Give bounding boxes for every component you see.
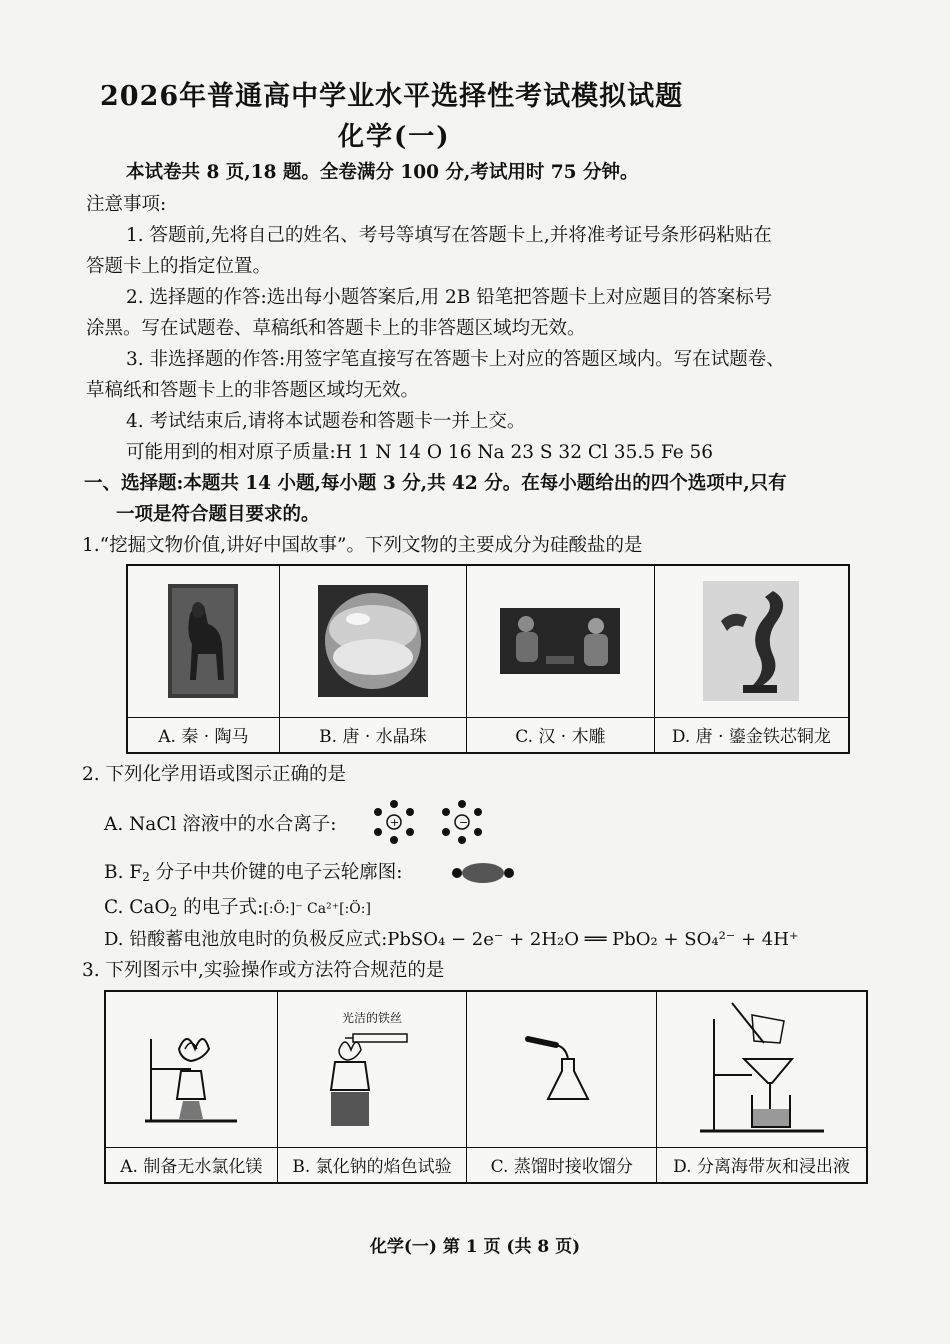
q1-option-c: C. 汉 · 木雕: [467, 717, 655, 753]
q2-option-d: D. 铅酸蓄电池放电时的负极反应式:PbSO₄ − 2e⁻ + 2H₂O ══ PbO₂ + SO₄²⁻ + 4H⁺: [104, 929, 799, 950]
q2-option-a: [104, 810, 337, 840]
q2-option-a-text: A. NaCl 溶液中的水合离子:: [104, 814, 337, 835]
note-1-line-2: 答题卡上的指定位置。: [86, 256, 272, 277]
q3-option-c: C. 蒸馏时接收馏分: [467, 1147, 657, 1183]
q2-option-b-text: 分子中共价键的电子云轮廓图:: [149, 862, 403, 883]
q3-options-table: [104, 990, 868, 1184]
q2-option-c-formula: [:Ö:]⁻ Ca²⁺[:Ö:]: [263, 901, 371, 917]
filtration-apparatus-icon: [692, 999, 832, 1139]
q1-option-d: D. 唐 · 鎏金铁芯铜龙: [654, 717, 849, 753]
svg-text:−: −: [459, 816, 469, 829]
q3-option-b: B. 氯化钠的焰色试验: [277, 1147, 467, 1183]
q1-image-d: [654, 565, 849, 717]
electron-cloud-icon: [450, 861, 516, 885]
q3-option-a: A. 制备无水氯化镁: [105, 1147, 277, 1183]
q3-image-a: [105, 991, 277, 1147]
q1-option-a: A. 秦 · 陶马: [127, 717, 279, 753]
q2-option-c: [104, 893, 371, 927]
q1-image-b: [279, 565, 466, 717]
q3-option-d: D. 分离海带灰和浸出液: [657, 1147, 867, 1183]
q1-options-table: [126, 564, 850, 754]
page-footer: 化学(一) 第 1 页 (共 8 页): [369, 1237, 581, 1257]
section-1-line-2: 一项是符合题目要求的。: [116, 504, 320, 525]
q2-option-c-text: 的电子式:: [177, 897, 264, 918]
heating-apparatus-icon: [131, 1009, 251, 1129]
q3-image-b: [277, 991, 467, 1147]
note-3-line-1: 3. 非选择题的作答:用签字笔直接写在答题卡上对应的答题区域内。写在试题卷、: [126, 349, 785, 370]
q3-stem: 3. 下列图示中,实验操作或方法符合规范的是: [82, 960, 445, 981]
q1-stem: 1.“挖掘文物价值,讲好中国故事”。下列文物的主要成分为硅酸盐的是: [82, 535, 643, 556]
q2-option-c-subscript: 2: [169, 905, 178, 919]
pottery-horse-icon: [168, 584, 238, 698]
note-2-line-2: 涂黑。写在试题卷、草稿纸和答题卡上的非答题区域均无效。: [86, 318, 586, 339]
note-4: 4. 考试结束后,请将本试题卷和答题卡一并上交。: [126, 411, 526, 432]
section-1-line-1: 一、选择题:本题共 14 小题,每小题 3 分,共 42 分。在每小题给出的四个选项中,只有: [84, 473, 787, 494]
q1-image-a: [127, 565, 279, 717]
q2-stem: 2. 下列化学用语或图示正确的是: [82, 764, 347, 785]
exam-subtitle: 化学(一): [338, 122, 451, 152]
flame-test-icon: [317, 1030, 427, 1130]
q3-image-d: [657, 991, 867, 1147]
crystal-bead-icon: [318, 585, 428, 697]
exam-title: 2026年普通高中学业水平选择性考试模拟试题: [100, 81, 684, 112]
q1-option-b: B. 唐 · 水晶珠: [279, 717, 466, 753]
q2-option-b-subscript: 2: [142, 870, 150, 884]
atomic-masses: 可能用到的相对原子质量:H 1 N 14 O 16 Na 23 S 32 Cl 35.5 Fe 56: [126, 442, 714, 463]
svg-text:+: +: [390, 816, 400, 829]
note-1-line-1: 1. 答题前,先将自己的姓名、考号等填写在答题卡上,并将准考证号条形码粘贴在: [126, 225, 772, 246]
q2-option-b-label: B. F: [104, 862, 143, 883]
q1-image-c: [467, 565, 655, 717]
q2-option-c-label: C. CaO: [104, 897, 170, 918]
distillate-receiver-icon: [522, 1029, 602, 1109]
note-2-line-1: 2. 选择题的作答:选出每小题答案后,用 2B 铅笔把答题卡上对应题目的答案标号: [126, 287, 773, 308]
q3-image-c: [467, 991, 657, 1147]
q3-wire-label: 光洁的铁丝: [342, 1010, 403, 1025]
exam-info: 本试卷共 8 页,18 题。全卷满分 100 分,考试用时 75 分钟。: [126, 162, 639, 183]
bronze-dragon-icon: [703, 581, 799, 701]
note-3-line-2: 草稿纸和答题卡上的非答题区域均无效。: [86, 380, 420, 401]
notes-heading: 注意事项:: [86, 194, 167, 215]
wood-carving-icon: [500, 608, 620, 674]
q2-option-b: [104, 858, 402, 892]
hydrated-ions-icon: [366, 796, 496, 848]
